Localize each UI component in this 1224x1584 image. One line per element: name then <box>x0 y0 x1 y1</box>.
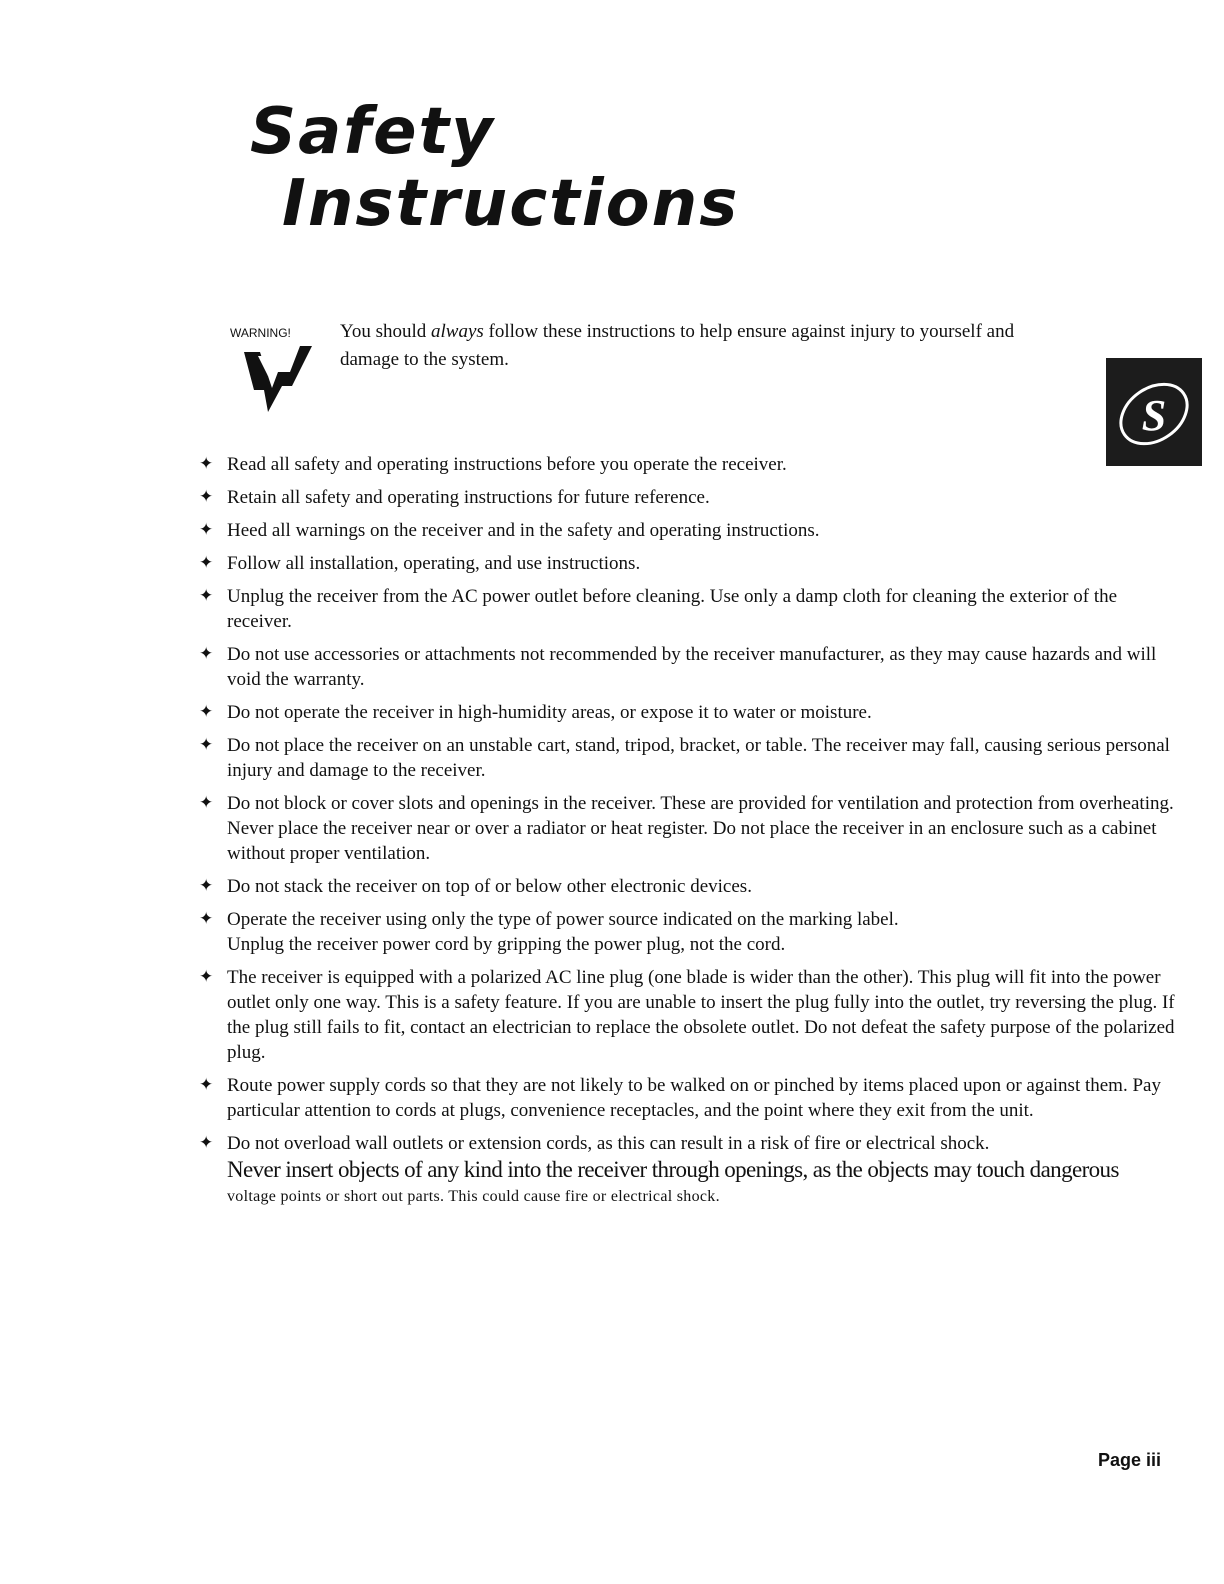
list-item-text: Route power supply cords so that they are not likely to be walked on or pinched by items placed upon or against them. Pay particular attention to cords at plugs, convenience receptacles, and the point where they exit from the unit. <box>227 1075 1161 1121</box>
bullet-icon: ✦ <box>199 520 214 540</box>
bullet-icon: ✦ <box>199 702 214 722</box>
bullet-icon: ✦ <box>199 967 214 987</box>
list-item <box>196 642 1176 692</box>
section-tab <box>1106 358 1202 466</box>
list-item <box>196 874 1176 899</box>
warning-text-end: follow these instructions to help ensure against injury to yourself and damage to the system. <box>340 321 1015 370</box>
list-item-text: Read all safety and operating instructions before you operate the receiver. <box>227 454 787 475</box>
list-item <box>196 452 1176 477</box>
list-item-text: Do not operate the receiver in high-humidity areas, or expose it to water or moisture. <box>227 702 872 723</box>
list-item-text: The receiver is equipped with a polarized AC line plug (one blade is wider than the other). This plug will fit into the power outlet only one way. This is a safety feature. If you are unable to insert the plug fully into the outlet, try reversing the plug. If the plug still fails to fit, contact an electrician to replace the obsolete outlet. Do not defeat the safety purpose of the polarized plug. <box>227 967 1175 1063</box>
list-item-text: Do not use accessories or attachments not recommended by the receiver manufacturer, as they may cause hazards and will void the warranty. <box>227 644 1157 690</box>
list-item-text: voltage points or short out parts. This could cause fire or electrical shock. <box>227 1188 720 1205</box>
list-item-text: Unplug the receiver power cord by gripping the power plug, not the cord. <box>227 934 786 955</box>
list-item <box>196 700 1176 725</box>
bullet-icon: ✦ <box>199 454 214 474</box>
bullet-icon: ✦ <box>199 487 214 507</box>
list-item <box>196 791 1176 866</box>
safety-instructions-list <box>196 452 1176 1217</box>
bullet-icon: ✦ <box>199 1133 214 1153</box>
list-item <box>196 907 1176 957</box>
section-s-logo-icon <box>1106 358 1202 466</box>
page-number: Page iii <box>1098 1450 1162 1470</box>
warning-message <box>340 318 1040 374</box>
section-tab-letter: S <box>1141 391 1167 440</box>
list-item-text: Heed all warnings on the receiver and in the safety and operating instructions. <box>227 520 820 541</box>
page-title-line-2: Instructions <box>282 167 740 241</box>
bullet-icon: ✦ <box>199 793 214 813</box>
list-item <box>196 551 1176 576</box>
list-item-text: Unplug the receiver from the AC power outlet before cleaning. Use only a damp cloth for cleaning the exterior of the receiver. <box>227 586 1118 632</box>
bullet-icon: ✦ <box>199 586 214 606</box>
bullet-icon: ✦ <box>199 644 214 664</box>
page-title-line-1: Safety <box>250 95 495 169</box>
bullet-icon: ✦ <box>199 876 214 896</box>
list-item <box>196 518 1176 543</box>
list-item-text: Do not stack the receiver on top of or below other electronic devices. <box>227 876 752 897</box>
list-item-text: Do not overload wall outlets or extension cords, as this can result in a risk of fire or electrical shock. <box>227 1133 990 1154</box>
list-item <box>196 584 1176 634</box>
lightning-warning-icon <box>238 342 318 414</box>
list-item-text: Do not block or cover slots and openings in the receiver. These are provided for ventilation and protection from overheating. Never place the receiver near or over a radiator or heat register. Do not place the receiver in an enclosure such as a cabinet without proper ventilation. <box>227 793 1174 864</box>
warning-label: WARNING! <box>230 326 291 340</box>
warning-text-start: You should <box>340 321 431 342</box>
list-item-text: Operate the receiver using only the type of power source indicated on the marking label. <box>227 909 899 930</box>
list-item-text: Follow all installation, operating, and use instructions. <box>227 553 641 574</box>
bullet-icon: ✦ <box>199 909 214 929</box>
bullet-icon: ✦ <box>199 553 214 573</box>
warning-emphasis: always <box>431 321 484 342</box>
list-item <box>196 485 1176 510</box>
list-item-text: Retain all safety and operating instructions for future reference. <box>227 487 710 508</box>
list-item-text: Do not place the receiver on an unstable cart, stand, tripod, bracket, or table. The receiver may fall, causing serious personal injury and damage to the receiver. <box>227 735 1170 781</box>
list-item <box>196 965 1176 1065</box>
list-item <box>196 1073 1176 1123</box>
bullet-icon: ✦ <box>199 735 214 755</box>
list-item <box>196 733 1176 783</box>
list-item <box>196 1131 1176 1209</box>
list-item-text: Never insert objects of any kind into the receiver through openings, as the objects may touch dangerous <box>227 1157 1119 1182</box>
bullet-icon: ✦ <box>199 1075 214 1095</box>
